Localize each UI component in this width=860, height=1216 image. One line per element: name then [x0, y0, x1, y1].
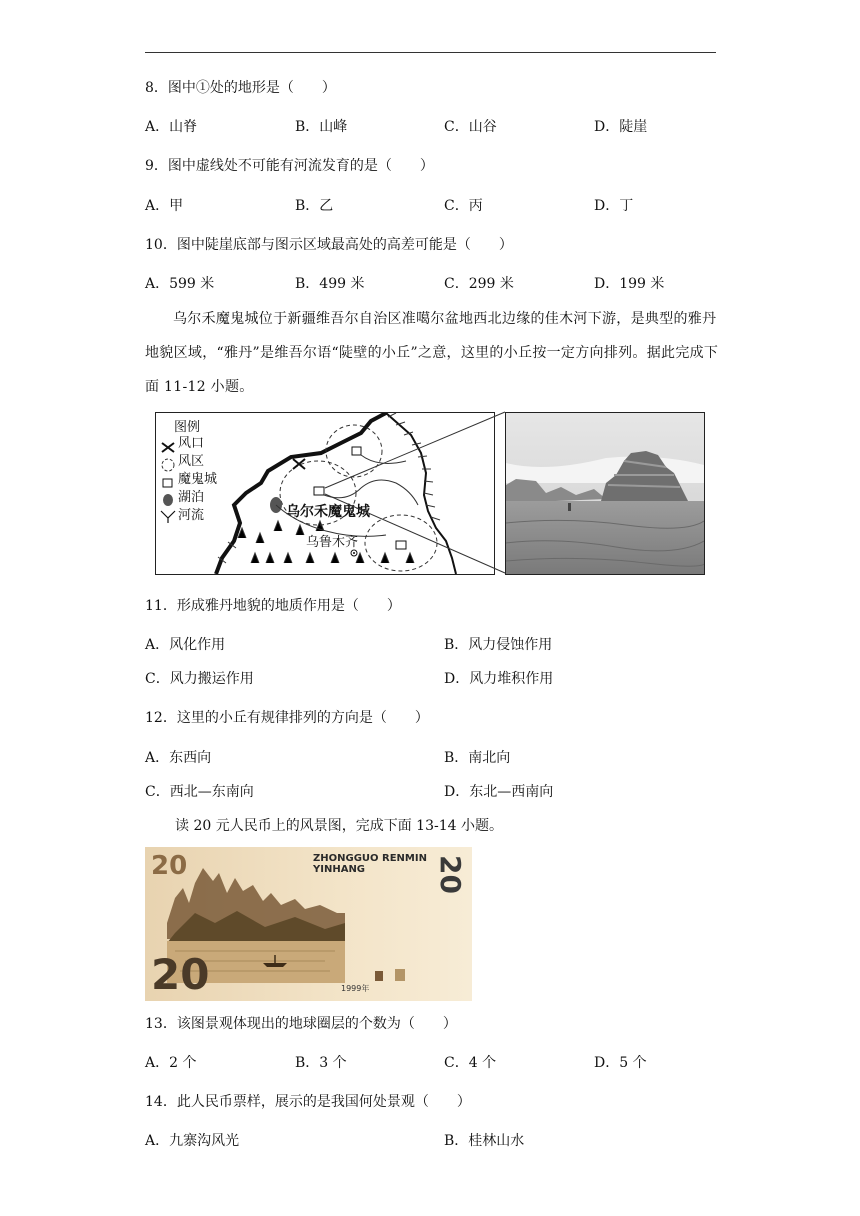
q11-option-b[interactable]: B．风力侵蚀作用 [444, 637, 553, 653]
q12-option-b[interactable]: B．南北向 [444, 750, 511, 766]
banknote-denomination-side: 20 [434, 855, 467, 894]
legend-lake: 湖泊 [178, 490, 205, 505]
q13-option-a[interactable]: A．2 个 [145, 1055, 197, 1071]
q9-stem: 9．图中虚线处不可能有河流发育的是（ ） [145, 158, 434, 174]
map-label-urumqi: 乌鲁木齐 [306, 535, 359, 550]
q12-option-c[interactable]: C．西北—东南向 [145, 784, 254, 800]
map-legend-title: 图例 [174, 420, 201, 435]
q8-option-a[interactable]: A．山脊 [145, 119, 198, 135]
legend-river: 河流 [178, 508, 205, 523]
map-label-urho: 乌尔禾魔鬼城 [286, 504, 370, 520]
legend-demon-city: 魔鬼城 [178, 472, 218, 487]
q14-option-b[interactable]: B．桂林山水 [444, 1133, 525, 1149]
q12-option-a[interactable]: A．东西向 [145, 750, 212, 766]
q10-option-d[interactable]: D．199 米 [594, 276, 665, 292]
q12-option-d[interactable]: D．东北—西南向 [444, 784, 554, 800]
q14-option-a[interactable]: A．九寨沟风光 [145, 1133, 240, 1149]
q10-option-c[interactable]: C．299 米 [444, 276, 514, 292]
q14-stem: 14．此人民币票样，展示的是我国何处景观（ ） [145, 1094, 471, 1110]
passage-yardang: 乌尔禾魔鬼城位于新疆维吾尔自治区准噶尔盆地西北边缘的佳木河下游，是典型的雅丹地貌区域，“雅丹”是维吾尔语“陡壁的小丘”之意，这里的小丘按一定方向排列。据此完成下面 11-12 小题。 [145, 311, 719, 395]
q9-option-d[interactable]: D．丁 [594, 198, 634, 214]
q9-option-b[interactable]: B．乙 [295, 198, 334, 214]
q10-option-b[interactable]: B．499 米 [295, 276, 365, 292]
passage-banknote: 读 20 元人民币上的风景图，完成下面 13-14 小题。 [175, 818, 503, 834]
q10-option-a[interactable]: A．599 米 [145, 276, 215, 292]
q11-stem: 11．形成雅丹地貌的地质作用是（ ） [145, 598, 401, 614]
q13-option-c[interactable]: C．4 个 [444, 1055, 497, 1071]
q13-option-d[interactable]: D．5 个 [594, 1055, 647, 1071]
q13-option-b[interactable]: B．3 个 [295, 1055, 347, 1071]
q12-stem: 12．这里的小丘有规律排列的方向是（ ） [145, 710, 429, 726]
rmb-20-banknote [145, 843, 472, 1001]
q8-option-c[interactable]: C．山谷 [444, 119, 497, 135]
legend-wind-gap: 风口 [178, 436, 205, 451]
banknote-year: 1999年 [341, 984, 370, 993]
q11-option-c[interactable]: C．风力搬运作用 [145, 671, 254, 687]
q8-option-b[interactable]: B．山峰 [295, 119, 348, 135]
q13-stem: 13．该图景观体现出的地球圈层的个数为（ ） [145, 1016, 457, 1032]
banknote-bank-name: ZHONGGUO RENMIN YINHANG [313, 853, 427, 875]
q9-option-c[interactable]: C．丙 [444, 198, 483, 214]
banknote-denomination-top: 20 [151, 851, 188, 881]
q11-option-d[interactable]: D．风力堆积作用 [444, 671, 554, 687]
q8-option-d[interactable]: D．陡崖 [594, 119, 648, 135]
q11-option-a[interactable]: A．风化作用 [145, 637, 226, 653]
yardang-photo [505, 412, 705, 575]
yardang-photo-drawing [506, 413, 704, 574]
banknote-denomination-bottom: 20 [151, 950, 210, 999]
legend-wind-zone: 风区 [178, 454, 205, 469]
q10-stem: 10．图中陡崖底部与图示区域最高处的高差可能是（ ） [145, 237, 513, 253]
q8-stem: 8．图中①处的地形是（ ） [145, 80, 336, 96]
q9-option-a[interactable]: A．甲 [145, 198, 184, 214]
